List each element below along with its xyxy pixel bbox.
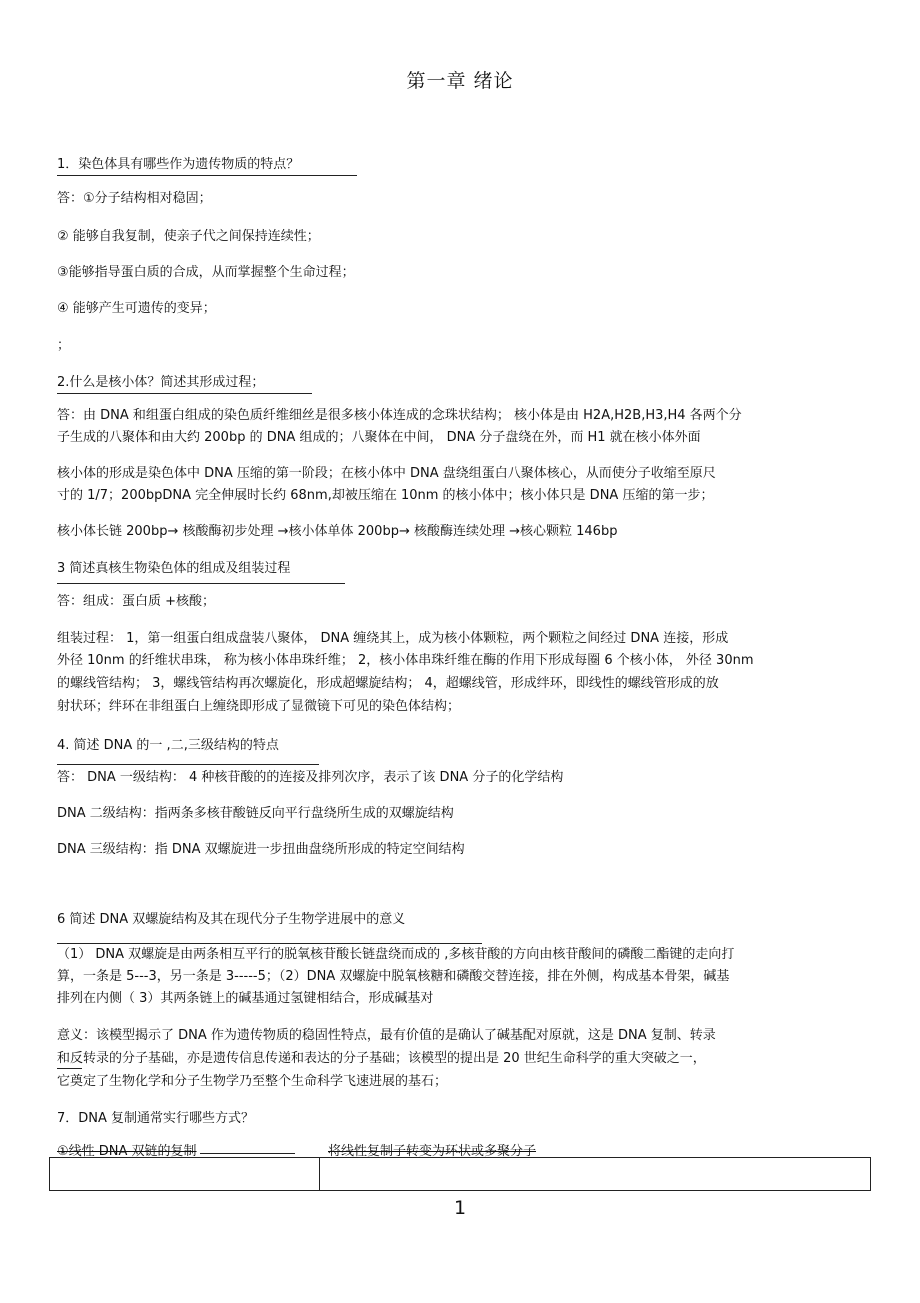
underline: [57, 1068, 82, 1069]
answer-line: 和反转录的分子基础，亦是遗传信息传递和表达的分子基础；该模型的提出是 20 世纪生命科学的重大突破之一，: [57, 1051, 706, 1066]
answer-line: 子生成的八聚体和由大约 200bp 的 DNA 组成的；八聚体在中间， DNA 分子盘绕在外，而 H1 就在核小体外面: [57, 430, 701, 445]
answer-line-left: ①线性 DNA 双链的复制: [57, 1144, 197, 1159]
answer-line: 答：由 DNA 和组蛋白组成的染色质纤维细丝是很多核小体连成的念珠状结构； 核小体是由 H2A,H2B,H3,H4 各两个分: [57, 408, 742, 423]
answer-line: DNA 三级结构：指 DNA 双螺旋进一步扭曲盘绕所形成的特定空间结构: [57, 842, 465, 857]
underline: [57, 583, 345, 584]
answer-line: DNA 二级结构：指两条多核苷酸链反向平行盘绕所生成的双螺旋结构: [57, 806, 454, 821]
table-box: [49, 1157, 871, 1191]
answer-line: 核小体的形成是染色体中 DNA 压缩的第一阶段；在核小体中 DNA 盘绕组蛋白八聚体核心，从而使分子收缩至原尺: [57, 466, 716, 481]
answer-line: ③能够指导蛋白质的合成，从而掌握整个生命过程；: [57, 265, 355, 280]
page-number: 1: [453, 1197, 467, 1219]
answer-line: 答：组成：蛋白质 +核酸；: [57, 594, 216, 609]
answer-line: ② 能够自我复制，使亲子代之间保持连续性；: [57, 229, 320, 244]
underline: [57, 943, 482, 944]
answer-line: ；: [57, 338, 71, 353]
question-4: 4. 简述 DNA 的一 ,二,三级结构的特点: [57, 738, 279, 753]
answer-line: ④ 能够产生可遗传的变异；: [57, 301, 216, 316]
answer-line: 核小体长链 200bp→ 核酸酶初步处理 →核小体单体 200bp→ 核酸酶连续处理 →核心颗粒 146bp: [57, 524, 618, 539]
question-1: 1．染色体具有哪些作为遗传物质的特点？: [57, 157, 300, 172]
answer-line: 答：①分子结构相对稳固；: [57, 191, 212, 206]
page-title: 第一章 绪论: [406, 70, 514, 92]
question-2: 2.什么是核小体？简述其形成过程；: [57, 375, 265, 390]
answer-line: 组装过程： 1，第一组蛋白组成盘装八聚体， DNA 缠绕其上，成为核小体颗粒，两个颗粒之间经过 DNA 连接，形成: [57, 631, 729, 646]
answer-line: 答： DNA 一级结构： 4 种核苷酸的的连接及排列次序，表示了该 DNA 分子的化学结构: [57, 770, 564, 785]
answer-line: 它奠定了生物化学和分子生物学乃至整个生命科学飞速进展的基石；: [57, 1074, 448, 1089]
answer-line: （1） DNA 双螺旋是由两条相互平行的脱氧核苷酸长链盘绕而成的 ,多核苷酸的方向由核苷酸间的磷酸二酯键的走向打: [57, 947, 735, 962]
answer-line: 意义：该模型揭示了 DNA 作为遗传物质的稳固性特点，最有价值的是确认了碱基配对原就，这是 DNA 复制、转录: [57, 1028, 716, 1043]
question-7: 7．DNA 复制通常实行哪些方式？: [57, 1111, 255, 1126]
underline: [200, 1153, 295, 1154]
underline: [57, 393, 312, 394]
question-6: 6 简述 DNA 双螺旋结构及其在现代分子生物学进展中的意义: [57, 912, 406, 927]
answer-line: 算，一条是 5---3，另一条是 3-----5；（2）DNA 双螺旋中脱氧核糖和磷酸交替连接，排在外侧，构成基本骨架，碱基: [57, 969, 730, 984]
table-divider: [319, 1158, 320, 1190]
answer-line: 的螺线管结构； 3，螺线管结构再次螺旋化，形成超螺旋结构； 4，超螺线管，形成绊环，即线性的螺线管形成的放: [57, 676, 719, 691]
answer-line: 寸的 1/7；200bpDNA 完全伸展时长约 68nm,却被压缩在 10nm 的核小体中；核小体只是 DNA 压缩的第一步；: [57, 488, 714, 503]
answer-line: 外径 10nm 的纤维状串珠， 称为核小体串珠纤维； 2，核小体串珠纤维在酶的作用下形成每圈 6 个核小体， 外径 30nm: [57, 653, 754, 668]
underline: [57, 764, 319, 765]
answer-line-right: 将线性复制子转变为环状或多聚分子: [328, 1144, 537, 1159]
answer-line: 排列在内侧（ 3）其两条链上的碱基通过氢键相结合，形成碱基对: [57, 991, 434, 1006]
question-3: 3 简述真核生物染色体的组成及组装过程: [57, 561, 291, 576]
underline: [57, 175, 357, 176]
answer-line: 射状环；绊环在非组蛋白上缠绕即形成了显微镜下可见的染色体结构；: [57, 699, 461, 714]
